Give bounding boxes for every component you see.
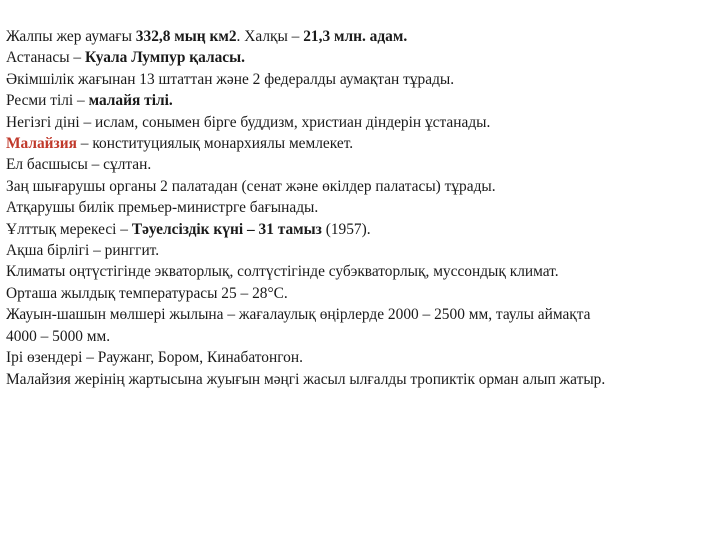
text-segment: (1957).	[321, 220, 371, 238]
text-body	[6, 26, 718, 390]
line-religion: Негізгі діні – ислам, сонымен бірге буддизм, христиан діндерін ұстанады.	[6, 113, 491, 131]
text-segment: Ұлттық мерекесі –	[6, 220, 132, 238]
text-segment: Жалпы жер аумағы	[6, 28, 136, 45]
holiday-value: Тәуелсіздік күні – 31 тамыз	[131, 220, 322, 238]
line-temperature: Орташа жылдық температурасы 25 – 28°С.	[6, 284, 288, 302]
language-value: малайя тілі.	[88, 92, 173, 110]
area-value: 332,8 мың км2	[135, 28, 237, 45]
text-segment: Ресми тілі –	[6, 92, 89, 110]
country-name-highlight: Малайзия	[6, 135, 77, 153]
line-government	[6, 133, 718, 154]
line-precipitation: Жауын-шашын мөлшері жылына – жағалаулық өңірлерде 2000 – 2500 мм, таулы аймақта	[6, 306, 591, 324]
capital-value: Куала Лумпур қаласы.	[84, 49, 245, 67]
line-executive: Атқарушы билік премьер-министрге бағынады.	[6, 199, 319, 217]
line-rivers: Ірі өзендері – Раужанг, Бором, Кинабатонгон.	[6, 349, 303, 367]
line-currency: Ақша бірлігі – ринггит.	[6, 242, 160, 260]
text-segment: – конституциялық монархиялы мемлекет.	[76, 135, 354, 153]
population-value: 21,3 млн. адам.	[303, 28, 408, 45]
line-precipitation-cont: 4000 – 5000 мм.	[6, 327, 111, 345]
line-head-of-state: Ел басшысы – сұлтан.	[6, 156, 152, 174]
line-national-holiday	[6, 219, 718, 240]
line-legislature: Заң шығарушы органы 2 палатадан (сенат және өкілдер палатасы) тұрады.	[6, 177, 496, 195]
text-segment: Астанасы –	[6, 49, 85, 67]
line-climate: Климаты оңтүстігінде экваторлық, солтүстігінде субэкваторлық, муссондық климат.	[6, 263, 559, 281]
text-segment: . Халқы –	[236, 28, 304, 45]
line-administrative: Әкімшілік жағынан 13 штаттан және 2 федералды аумақтан тұрады.	[6, 70, 455, 88]
line-forests: Малайзия жерінің жартысына жуығын мәңгі жасыл ылғалды тропиктік орман алып жатыр.	[6, 370, 606, 388]
line-capital	[6, 47, 718, 68]
line-language	[6, 90, 718, 111]
line-area-population	[6, 26, 718, 47]
